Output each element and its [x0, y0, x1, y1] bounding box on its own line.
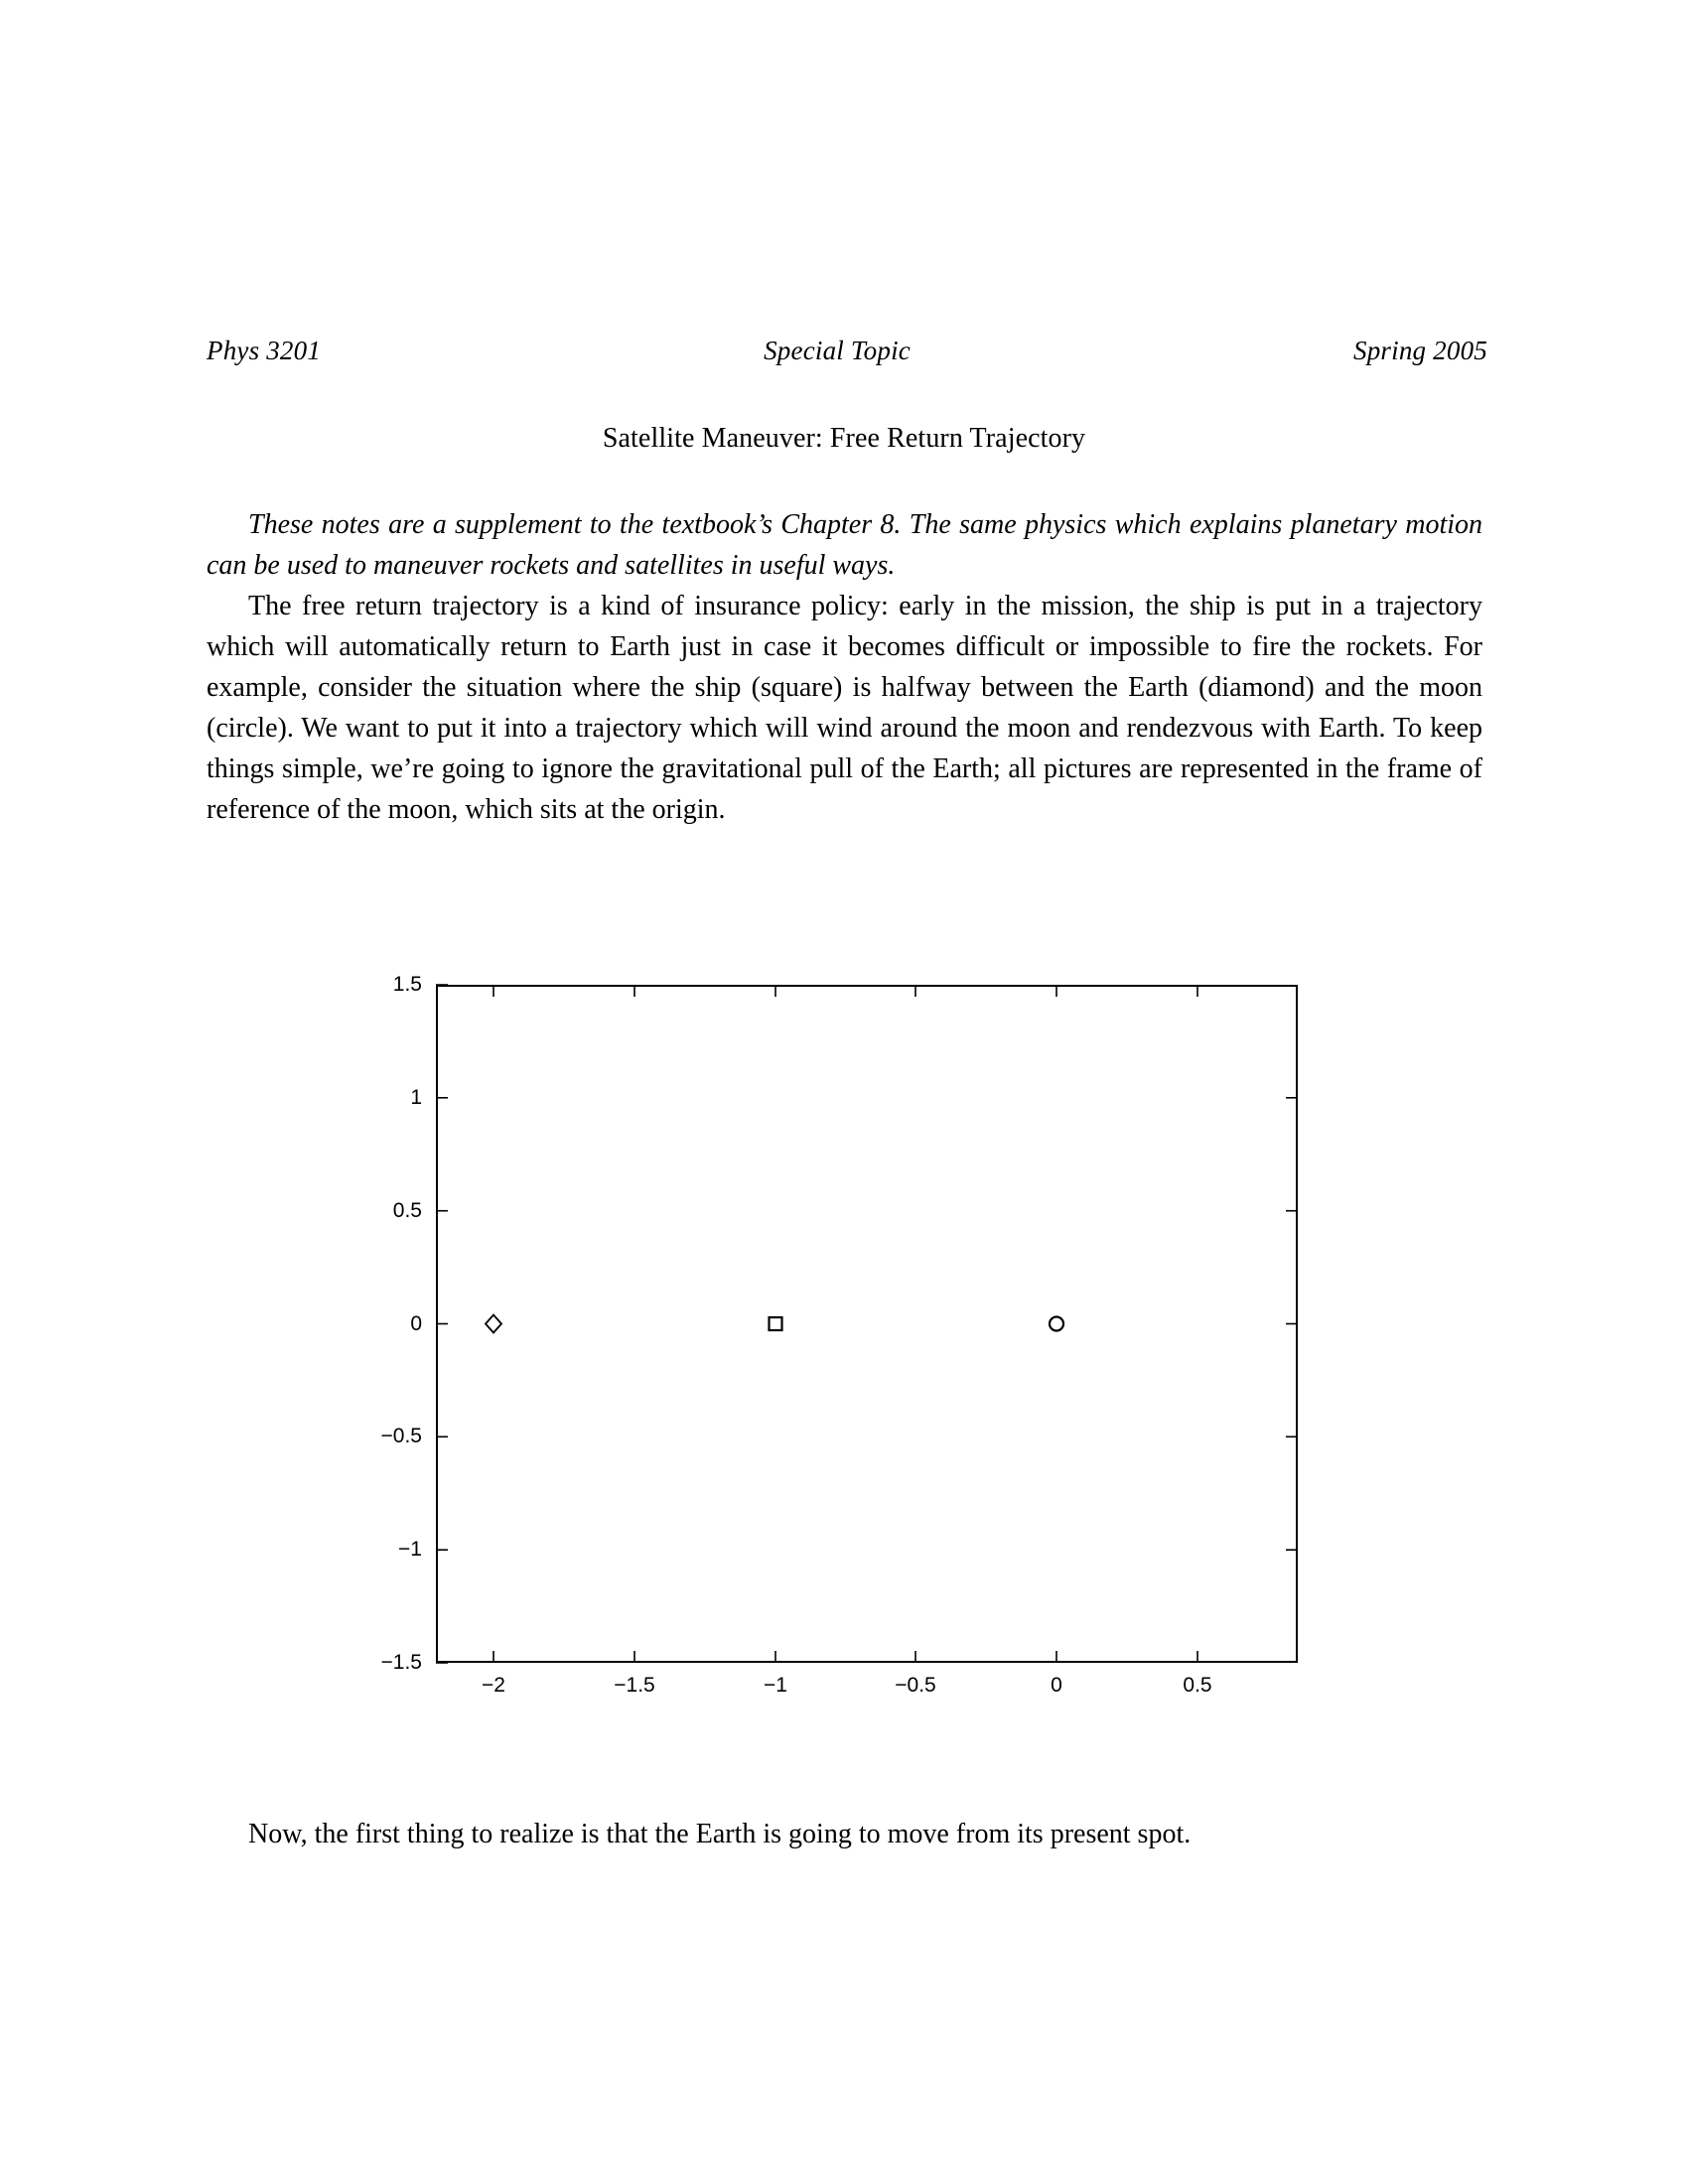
x-tick-label-1: −1.5 — [614, 1674, 655, 1697]
y-tick-label-4: 0.5 — [392, 1198, 422, 1222]
y-axis-ticks — [436, 985, 448, 1663]
running-header — [207, 336, 1487, 366]
y-axis-ticks-right — [1286, 1098, 1298, 1550]
x-tick-label-0: −2 — [482, 1674, 505, 1697]
figure-initial-configuration — [380, 973, 1298, 1697]
y-tick-label-1: −1 — [398, 1538, 422, 1562]
paragraph-closing: Now, the first thing to realize is that the Earth is going to move from its present spot. — [248, 1819, 1192, 1849]
page-title: Satellite Maneuver: Free Return Trajectory — [602, 423, 1086, 454]
body-text — [207, 504, 1482, 830]
y-tick-label-0: −1.5 — [380, 1651, 422, 1674]
earth-diamond-marker — [486, 1315, 501, 1333]
header-term: Spring 2005 — [1353, 336, 1487, 365]
closing-text — [207, 1814, 1482, 1854]
y-tick-label-3: 0 — [410, 1311, 422, 1335]
y-tick-label-6: 1.5 — [392, 973, 422, 996]
plot-canvas — [436, 985, 1298, 1663]
y-tick-label-5: 1 — [410, 1085, 422, 1109]
header-course-code: Phys 3201 — [207, 336, 322, 365]
x-axis-ticks-top — [493, 985, 1197, 997]
x-tick-label-5: 0.5 — [1183, 1674, 1212, 1697]
x-axis-ticks — [493, 1651, 1197, 1663]
paragraph-free-return-description: The free return trajectory is a kind of insurance policy: early in the mission, the ship is put in a trajectory which will automatically return to Earth just in case it becomes difficult or impossible to fire the rockets. For example, consider the situation where the ship (square) is halfway between the Earth (diamond) and the moon (circle). We want to put it into a trajectory which will wind around the moon and rendezvous with Earth. To keep things simple, we’re going to ignore the gravitational pull of the Earth; all pictures are represented in the frame of reference of the moon, which sits at the origin. — [207, 591, 1482, 825]
y-tick-label-2: −0.5 — [380, 1425, 422, 1448]
paragraph-intro: These notes are a supplement to the textbook’s Chapter 8. The same physics which explains planetary motion can be used to maneuver rockets and satellites in useful ways. — [207, 509, 1482, 581]
x-tick-label-4: 0 — [1051, 1674, 1062, 1697]
x-tick-label-3: −0.5 — [895, 1674, 936, 1697]
ship-square-marker — [770, 1317, 782, 1330]
header-document-kind: Special Topic — [764, 336, 911, 365]
x-tick-label-2: −1 — [764, 1674, 787, 1697]
moon-circle-marker — [1050, 1317, 1063, 1331]
